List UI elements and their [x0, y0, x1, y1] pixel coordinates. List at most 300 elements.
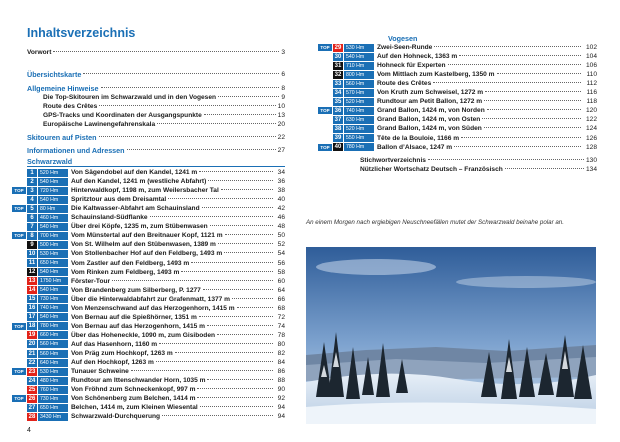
- route-row: [318, 115, 597, 124]
- toc-entry: [43, 102, 285, 111]
- toc-dot-leader: [127, 149, 276, 150]
- route-row: [12, 304, 285, 313]
- toc-entry-page: 9: [281, 94, 285, 101]
- route-label: Rundtour am Petit Ballon, 1272 m: [377, 98, 483, 106]
- page-title: Inhaltsverzeichnis: [27, 26, 136, 40]
- route-number: 30: [334, 53, 342, 60]
- route-number: 8: [27, 232, 37, 240]
- elevation-badge: 560 Hm: [38, 350, 68, 358]
- toc-entry: [27, 84, 285, 93]
- toc-entry-label: Stichwortverzeichnis: [360, 157, 426, 164]
- route-row: [12, 186, 285, 195]
- route-page: 72: [277, 313, 285, 321]
- route-label: Förster-Tour: [71, 277, 111, 285]
- route-number: 11: [28, 260, 36, 266]
- top-badge: [318, 71, 332, 78]
- route-row: [318, 106, 597, 115]
- route-row: [12, 213, 285, 222]
- route-label: Vom Mittlach zum Kastelberg, 1350 m: [377, 71, 495, 79]
- top-badge: TOP: [318, 107, 332, 114]
- elevation-badge: 530 Hm: [344, 44, 374, 52]
- toc-entry-page: 22: [277, 134, 285, 141]
- route-number: 1: [27, 169, 37, 177]
- route-row: [12, 385, 285, 394]
- toc-dot-leader: [428, 159, 584, 160]
- elevation-badge: 740 Hm: [344, 107, 374, 115]
- route-label: Von Schönenberg zum Belchen, 1414 m: [71, 395, 196, 403]
- route-number: 18: [28, 323, 36, 330]
- route-number: 9: [27, 241, 37, 249]
- toc-dot-leader: [168, 198, 272, 199]
- route-label: Von Sägendobel auf den Kandel, 1241 m: [71, 169, 198, 176]
- route-page: 124: [585, 125, 597, 133]
- top-badge: [12, 413, 26, 420]
- toc-dot-leader: [200, 406, 273, 407]
- route-page: 90: [277, 386, 285, 394]
- route-label: Grand Ballon, 1424 m, von Osten: [377, 116, 481, 124]
- top-badge: [318, 62, 332, 69]
- toc-dot-leader: [224, 252, 272, 253]
- toc-entry-label: Route des Crêtes: [43, 103, 98, 110]
- route-page: 128: [585, 143, 597, 151]
- route-number: 17: [28, 314, 36, 321]
- elevation-badge: 660 Hm: [38, 331, 68, 339]
- elevation-badge: 540 Hm: [344, 53, 374, 61]
- route-page: 74: [277, 322, 285, 330]
- route-page: 54: [277, 250, 285, 258]
- top-badge: [12, 386, 26, 393]
- toc-dot-leader: [485, 91, 581, 92]
- toc-dot-leader: [482, 118, 581, 119]
- top-badge: [12, 214, 26, 221]
- toc-dot-leader: [99, 136, 276, 137]
- route-number: 28: [28, 413, 36, 420]
- route-number: 19: [28, 332, 36, 339]
- route-row: [318, 97, 597, 106]
- route-row: [318, 143, 597, 152]
- top-badge: [12, 178, 26, 185]
- toc-dot-leader: [101, 87, 280, 88]
- route-label: Von Kruth zum Schweisel, 1272 m: [377, 89, 484, 97]
- toc-dot-leader: [505, 168, 584, 169]
- page-number: 4: [27, 427, 31, 434]
- toc-entry: [27, 48, 285, 57]
- route-number: 24: [28, 377, 36, 384]
- route-row: [12, 412, 285, 421]
- toc-dot-leader: [157, 123, 276, 124]
- route-row: [12, 331, 285, 340]
- toc-entry-label: Allgemeine Hinweise: [27, 84, 99, 93]
- route-row: [12, 376, 285, 385]
- top-badge: [12, 341, 26, 348]
- route-number: 25: [28, 386, 36, 393]
- top-badge: TOP: [12, 368, 26, 375]
- route-page: 78: [277, 331, 285, 339]
- route-row: [12, 268, 285, 277]
- route-number: 23: [28, 368, 36, 375]
- route-page: 86: [277, 368, 285, 376]
- route-page: 94: [277, 404, 285, 412]
- toc-dot-leader: [208, 180, 272, 181]
- route-row: [12, 394, 285, 403]
- toc-entry-label: Nützlicher Wortschatz Deutsch – Französisch: [360, 166, 503, 173]
- route-number: 31: [334, 62, 342, 69]
- route-row: [12, 340, 285, 349]
- elevation-badge: 480 Hm: [38, 377, 68, 385]
- route-number: 12: [28, 269, 36, 276]
- route-row: [12, 367, 285, 376]
- toc-dot-leader: [487, 109, 581, 110]
- elevation-badge: 540 Hm: [38, 223, 68, 231]
- route-number: 22: [28, 359, 36, 366]
- elevation-badge: 540 Hm: [38, 178, 68, 186]
- route-number: 2: [27, 178, 37, 186]
- elevation-badge: 520 Hm: [344, 98, 374, 106]
- top-badge: [12, 305, 26, 312]
- route-page: 126: [585, 134, 597, 142]
- route-label: Über drei Köpfe, 1235 m, zum Stübenwasen: [71, 223, 208, 231]
- toc-dot-leader: [497, 73, 582, 74]
- route-label: Hohneck für Experten: [377, 62, 446, 70]
- section-vogesen: Vogesen: [388, 34, 418, 43]
- toc-dot-leader: [217, 334, 273, 335]
- route-label: Von Bernau auf die Spießhörner, 1351 m: [71, 313, 197, 321]
- elevation-badge: 560 Hm: [38, 340, 68, 348]
- route-number: 3: [27, 187, 37, 195]
- elevation-badge: 3430 Hm: [38, 413, 68, 421]
- route-row: [318, 52, 597, 61]
- toc-dot-leader: [203, 289, 273, 290]
- route-page: 112: [586, 80, 597, 88]
- elevation-badge: 530 Hm: [38, 368, 68, 376]
- route-row: [12, 195, 285, 204]
- top-badge: [12, 260, 26, 267]
- top-badge: [12, 404, 26, 411]
- route-label: Rundtour am Ittenschwander Horn, 1035 m: [71, 377, 206, 385]
- toc-dot-leader: [199, 316, 273, 317]
- route-label: Ballon d’Alsace, 1247 m: [377, 143, 453, 151]
- elevation-badge: 630 Hm: [344, 116, 374, 124]
- toc-dot-leader: [218, 96, 279, 97]
- toc-entry: [27, 70, 285, 79]
- toc-dot-leader: [202, 207, 273, 208]
- route-page: 42: [277, 205, 285, 213]
- route-label: Schauinsland-Südflanke: [71, 214, 148, 222]
- elevation-badge: 1750 Hm: [38, 277, 68, 285]
- top-badge: [12, 296, 26, 303]
- route-page: 94: [277, 413, 285, 421]
- elevation-badge: 80 Hm: [38, 205, 68, 213]
- route-number: 29: [334, 44, 342, 51]
- elevation-badge: 460 Hm: [38, 214, 68, 222]
- top-badge: [12, 169, 26, 176]
- photo-caption: An einem Morgen nach ergiebigen Neuschneefällen mutet der Schwarzwald beinahe polar an.: [306, 219, 564, 226]
- toc-entry-label: Vorwort: [27, 49, 52, 56]
- toc-dot-leader: [448, 64, 581, 65]
- route-page: 92: [277, 395, 285, 403]
- route-row: [12, 277, 285, 286]
- route-page: 82: [277, 350, 285, 357]
- toc-entry-page: 134: [585, 166, 597, 173]
- toc-entry-page: 3: [281, 49, 285, 56]
- route-label: Auf den Hochkopf, 1263 m: [71, 359, 154, 367]
- route-number: 10: [28, 250, 36, 257]
- route-row: [12, 231, 285, 240]
- toc-entry-page: 27: [277, 147, 285, 154]
- elevation-badge: 800 Hm: [344, 71, 374, 79]
- top-badge: [12, 332, 26, 339]
- top-badge: TOP: [318, 144, 332, 151]
- route-row: [12, 249, 285, 258]
- route-row: [12, 240, 285, 249]
- top-badge: [12, 287, 26, 294]
- route-row: [318, 61, 597, 70]
- toc-entry-page: 20: [277, 121, 285, 128]
- route-label: Auf das Hasenhorn, 1160 m: [71, 340, 158, 348]
- route-number: 32: [334, 71, 342, 78]
- toc-entry-label: Skitouren auf Pisten: [27, 133, 97, 142]
- toc-dot-leader: [433, 82, 581, 83]
- toc-dot-leader: [484, 100, 581, 101]
- route-page: 60: [277, 277, 285, 285]
- route-label: Hinterwaldkopf, 1198 m, zum Weilersbacher Tal: [71, 187, 219, 195]
- route-number: 39: [334, 135, 342, 141]
- toc-entry-page: 8: [281, 85, 285, 92]
- route-number: 36: [334, 107, 342, 114]
- route-page: 64: [277, 286, 285, 294]
- route-label: Von Stollenbacher Hof auf den Feldberg, 1493 m: [71, 250, 223, 258]
- toc-dot-leader: [83, 73, 279, 74]
- route-page: 120: [585, 107, 597, 115]
- elevation-badge: 500 Hm: [38, 241, 68, 249]
- route-page: 122: [585, 116, 597, 124]
- toc-dot-leader: [461, 137, 581, 138]
- route-label: Von Fröhnd zum Schneckenkopf, 997 m: [71, 386, 196, 394]
- elevation-badge: 730 Hm: [38, 395, 68, 403]
- top-badge: [318, 98, 332, 105]
- section-divider: [27, 166, 285, 167]
- route-number: 20: [28, 341, 36, 348]
- route-page: 102: [585, 44, 597, 51]
- top-badge: TOP: [12, 187, 26, 194]
- toc-dot-leader: [221, 189, 273, 190]
- route-label: Vom Zastler auf den Feldberg, 1493 m: [71, 259, 190, 267]
- toc-entry-page: 130: [585, 157, 597, 164]
- elevation-badge: 710 Hm: [344, 62, 374, 70]
- toc-dot-leader: [434, 46, 581, 47]
- route-page: 46: [277, 214, 285, 222]
- route-number: 35: [334, 98, 342, 105]
- route-number: 37: [334, 116, 342, 123]
- route-page: 56: [277, 259, 285, 267]
- toc-entry-label: Informationen und Adressen: [27, 146, 125, 155]
- route-page: 58: [277, 268, 285, 276]
- section-schwarzwald: Schwarzwald: [27, 157, 73, 166]
- elevation-badge: 650 Hm: [38, 404, 68, 412]
- toc-dot-leader: [131, 370, 273, 371]
- route-number: 7: [27, 223, 37, 231]
- elevation-badge: 540 Hm: [38, 313, 68, 321]
- top-badge: [318, 116, 332, 123]
- route-number: 27: [28, 404, 36, 411]
- route-number: 16: [28, 305, 36, 312]
- toc-dot-leader: [112, 280, 273, 281]
- toc-dot-leader: [199, 171, 272, 172]
- route-label: Schwarzwald-Durchquerung: [71, 413, 161, 421]
- route-page: 80: [277, 340, 285, 348]
- toc-dot-leader: [237, 307, 273, 308]
- top-badge: [12, 269, 26, 276]
- route-page: 84: [277, 359, 285, 367]
- toc-dot-leader: [484, 127, 581, 128]
- route-label: Von St. Wilhelm auf den Stübenwasen, 1389 m: [71, 241, 216, 249]
- route-row: [318, 70, 597, 79]
- elevation-badge: 520 Hm: [344, 125, 374, 133]
- route-label: Von Präg zum Hochkopf, 1263 m: [71, 350, 173, 357]
- top-badge: [12, 196, 26, 203]
- route-label: Vom Rinken zum Feldberg, 1493 m: [71, 268, 180, 276]
- toc-dot-leader: [207, 325, 273, 326]
- toc-dot-leader: [181, 271, 272, 272]
- route-label: Von Bernau auf das Herzogenhorn, 1415 m: [71, 322, 205, 330]
- elevation-badge: 760 Hm: [38, 386, 68, 394]
- route-page: 52: [277, 241, 285, 249]
- route-page: 50: [277, 232, 285, 240]
- elevation-badge: 520 Hm: [38, 169, 68, 177]
- top-badge: [318, 125, 332, 132]
- top-badge: TOP: [12, 395, 26, 402]
- route-page: 88: [277, 377, 285, 385]
- elevation-badge: 540 Hm: [38, 286, 68, 294]
- route-label: Auf den Hohneck, 1363 m: [377, 53, 458, 61]
- top-badge: TOP: [318, 44, 332, 51]
- route-number: 5: [27, 205, 37, 213]
- toc-dot-leader: [210, 225, 273, 226]
- route-page: 68: [277, 304, 285, 312]
- top-badge: [318, 53, 332, 60]
- toc-entry: [27, 133, 285, 142]
- route-label: Vom Münstertal auf den Breitnauer Kopf, 1121 m: [71, 232, 223, 240]
- toc-dot-leader: [197, 397, 272, 398]
- top-badge: [12, 359, 26, 366]
- toc-dot-leader: [175, 352, 273, 353]
- toc-entry: [43, 120, 285, 129]
- route-row: [12, 322, 285, 331]
- route-number: 15: [28, 296, 36, 303]
- route-label: Grand Ballon, 1424 m, von Norden: [377, 107, 485, 115]
- route-row: [12, 177, 285, 186]
- toc-entry-page: 6: [281, 71, 285, 78]
- elevation-badge: 540 Hm: [38, 268, 68, 276]
- toc-dot-leader: [459, 55, 581, 56]
- route-page: 104: [585, 53, 597, 61]
- route-number: 14: [28, 287, 36, 294]
- top-badge: [12, 350, 26, 357]
- toc-dot-leader: [159, 343, 273, 344]
- elevation-badge: 640 Hm: [38, 359, 68, 367]
- route-label: Von Brandenberg zum Silberberg, P. 1277: [71, 286, 201, 294]
- toc-entry: [27, 146, 285, 155]
- route-label: Spritztour aus dem Dreisamtal: [71, 196, 167, 204]
- elevation-badge: 780 Hm: [38, 322, 68, 330]
- route-row: [12, 349, 285, 358]
- route-row: [12, 286, 285, 295]
- route-row: [12, 168, 285, 177]
- elevation-badge: 740 Hm: [38, 304, 68, 312]
- route-label: Route des Crêtes: [377, 80, 432, 88]
- route-number: 21: [28, 350, 36, 357]
- route-row: [318, 43, 597, 52]
- toc-dot-leader: [53, 51, 279, 52]
- toc-entry: [43, 93, 285, 102]
- route-label: Grand Ballon, 1424 m, von Süden: [377, 125, 482, 133]
- toc-dot-leader: [197, 388, 272, 389]
- toc-dot-leader: [218, 243, 273, 244]
- route-label: Tête de la Bouloie, 1166 m: [377, 134, 460, 142]
- route-row: [318, 124, 597, 133]
- toc-entry: [360, 165, 597, 174]
- route-page: 110: [586, 71, 597, 79]
- route-page: 116: [586, 89, 597, 97]
- top-badge: [12, 377, 26, 384]
- route-row: [12, 259, 285, 268]
- elevation-badge: 550 Hm: [344, 134, 374, 142]
- route-number: 40: [334, 144, 342, 151]
- elevation-badge: 780 Hm: [344, 143, 374, 151]
- route-number: 34: [334, 89, 342, 96]
- top-badge: [12, 241, 26, 248]
- route-label: Über die Hinterwaldabfahrt zur Grafenmatt, 1377 m: [71, 295, 231, 303]
- toc-dot-leader: [162, 415, 273, 416]
- route-label: Von Menzenschwand auf das Herzogenhorn, 1415 m: [71, 304, 235, 312]
- route-page: 34: [277, 169, 285, 176]
- route-page: 48: [277, 223, 285, 231]
- toc-dot-leader: [232, 298, 273, 299]
- top-badge: TOP: [12, 323, 26, 330]
- top-badge: TOP: [12, 205, 26, 212]
- route-row: [318, 79, 597, 88]
- route-label: Belchen, 1414 m, zum Kleinen Wiesental: [71, 404, 198, 412]
- route-page: 36: [277, 178, 285, 186]
- top-badge: TOP: [12, 232, 26, 239]
- toc-dot-leader: [99, 105, 275, 106]
- route-row: [12, 222, 285, 231]
- route-row: [12, 204, 285, 213]
- toc-dot-leader: [150, 216, 273, 217]
- elevation-badge: 540 Hm: [38, 196, 68, 204]
- top-badge: [318, 135, 332, 142]
- elevation-badge: 730 Hm: [38, 295, 68, 303]
- route-number: 33: [334, 80, 342, 87]
- elevation-badge: 570 Hm: [344, 89, 374, 97]
- top-badge: [12, 250, 26, 257]
- toc-dot-leader: [225, 234, 273, 235]
- route-row: [318, 88, 597, 97]
- route-number: 13: [28, 278, 36, 285]
- route-page: 66: [277, 295, 285, 303]
- toc-entry: [360, 156, 597, 165]
- route-row: [318, 134, 597, 143]
- toc-entry-page: 10: [277, 103, 285, 110]
- route-number: 4: [27, 196, 37, 204]
- route-row: [12, 358, 285, 367]
- top-badge: [318, 80, 332, 87]
- route-page: 40: [277, 196, 285, 204]
- elevation-badge: 560 Hm: [344, 80, 374, 88]
- elevation-badge: 650 Hm: [38, 259, 68, 267]
- route-label: Die Kaltwasser-Abfahrt am Schauinsland: [71, 205, 200, 213]
- toc-dot-leader: [191, 262, 272, 263]
